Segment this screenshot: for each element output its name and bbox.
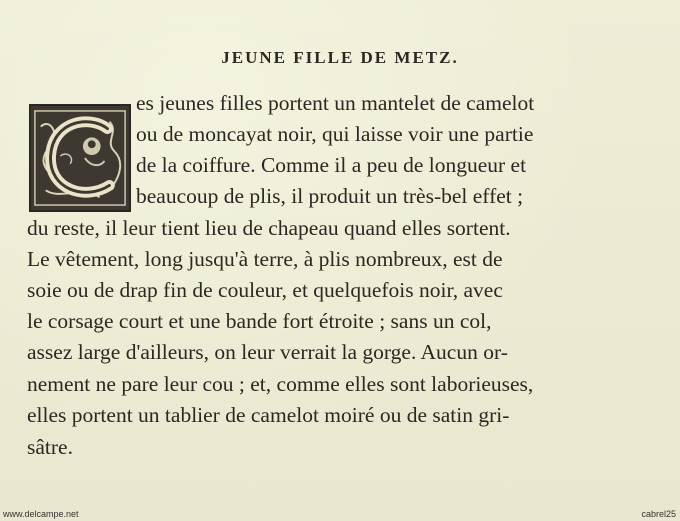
text-line: es jeunes filles portent un mantelet de camelot: [136, 91, 535, 115]
text-line: ou de moncayat noir, qui laisse voir une partie: [136, 122, 534, 146]
text-line: soie ou de drap fin de couleur, et quelquefois noir, avec: [27, 278, 503, 302]
text-line: sâtre.: [27, 435, 73, 459]
ornamental-dropcap: [29, 104, 131, 212]
text-line: de la coiffure. Comme il a peu de longueur et: [136, 153, 527, 177]
watermark-right: cabrel25: [641, 509, 676, 519]
text-line: assez large d'ailleurs, on leur verrait la gorge. Aucun or-: [27, 340, 508, 364]
watermark-left: www.delcampe.net: [3, 509, 79, 519]
dropcap-ornament-icon: [31, 106, 129, 210]
text-line: elles portent un tablier de camelot moiré ou de satin gri-: [27, 403, 510, 427]
text-line: le corsage court et une bande fort étroite ; sans un col,: [27, 309, 492, 333]
text-line: nement ne pare leur cou ; et, comme elles sont laborieuses,: [27, 372, 534, 396]
text-line: Le vêtement, long jusqu'à terre, à plis nombreux, est de: [27, 247, 503, 271]
text-line: beaucoup de plis, il produit un très-bel effet ;: [136, 184, 524, 208]
text-line: du reste, il leur tient lieu de chapeau quand elles sortent.: [27, 216, 511, 240]
page-title: JEUNE FILLE DE METZ.: [221, 48, 459, 67]
